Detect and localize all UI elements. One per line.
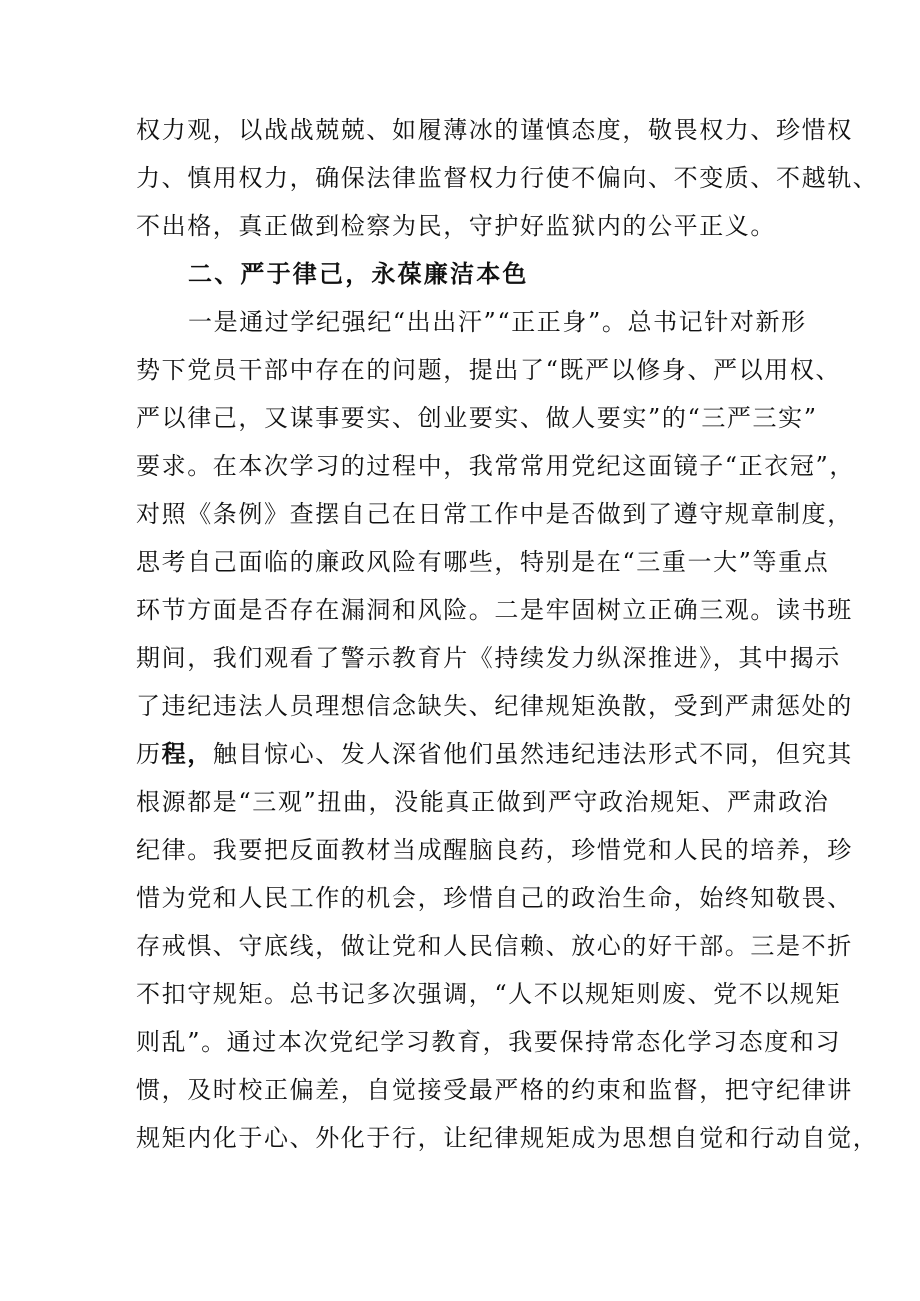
section-heading: 二、严于律己，永葆廉洁本色 (188, 260, 529, 288)
text-line (136, 738, 853, 770)
text-line: 严以律己，又谋事要实、创业要实、做人要实”的“三严三实” (136, 404, 818, 432)
text-line: 环节方面是否存在漏洞和风险。二是牢固树立正确三观。读书班 (136, 596, 853, 624)
text-line: 一是通过学纪强纪“出出汗”“正正身”。总书记针对新形 (188, 308, 807, 336)
text-segment: 触目惊心、发人深省他们虽然违纪违法形式不同，但究其 (212, 740, 853, 768)
text-line: 则乱”。通过本次党纪学习教育，我要保持常态化学习态度和习 (136, 1028, 842, 1056)
text-line: 势下党员干部中存在的问题，提出了“既严以修身、严以用权、 (136, 356, 842, 384)
text-line: 权力观，以战战兢兢、如履薄冰的谨慎态度，敬畏权力、珍惜权 (136, 116, 853, 144)
text-line: 存戒惧、守底线，做让党和人民信赖、放心的好干部。三是不折 (136, 932, 853, 960)
text-segment: 历 (136, 740, 162, 768)
text-line: 期间，我们观看了警示教育片《持续发力纵深推进》，其中揭示 (136, 644, 841, 672)
text-line: 力、慎用权力，确保法律监督权力行使不偏向、不变质、不越轨、 (136, 164, 879, 192)
bold-text-segment: 程， (161, 739, 213, 768)
text-line: 要求。在本次学习的过程中，我常常用党纪这面镜子“正衣冠”， (136, 452, 855, 480)
text-line: 对照《条例》查摆自己在日常工作中是否做到了遵守规章制度， (136, 500, 853, 528)
text-line: 惜为党和人民工作的机会，珍惜自己的政治生命，始终知敬畏、 (136, 884, 853, 912)
text-line: 不出格，真正做到检察为民，守护好监狱内的公平正义。 (136, 212, 776, 240)
text-line: 惯，及时校正偏差，自觉接受最严格的约束和监督，把守纪律讲 (136, 1076, 853, 1104)
text-line: 根源都是“三观”扭曲，没能真正做到严守政治规矩、严肃政治 (136, 788, 830, 816)
text-line: 规矩内化于心、外化于行，让纪律规矩成为思想自觉和行动自觉， (136, 1124, 879, 1152)
text-line: 了违纪违法人员理想信念缺失、纪律规矩涣散，受到严肃惩处的 (136, 692, 853, 720)
text-line: 不扣守规矩。总书记多次强调，“人不以规矩则废、党不以规矩 (136, 980, 842, 1008)
text-line: 思考自己面临的廉政风险有哪些，特别是在“三重一大”等重点 (136, 548, 830, 576)
text-line: 纪律。我要把反面教材当成醒脑良药，珍惜党和人民的培养，珍 (136, 836, 853, 864)
